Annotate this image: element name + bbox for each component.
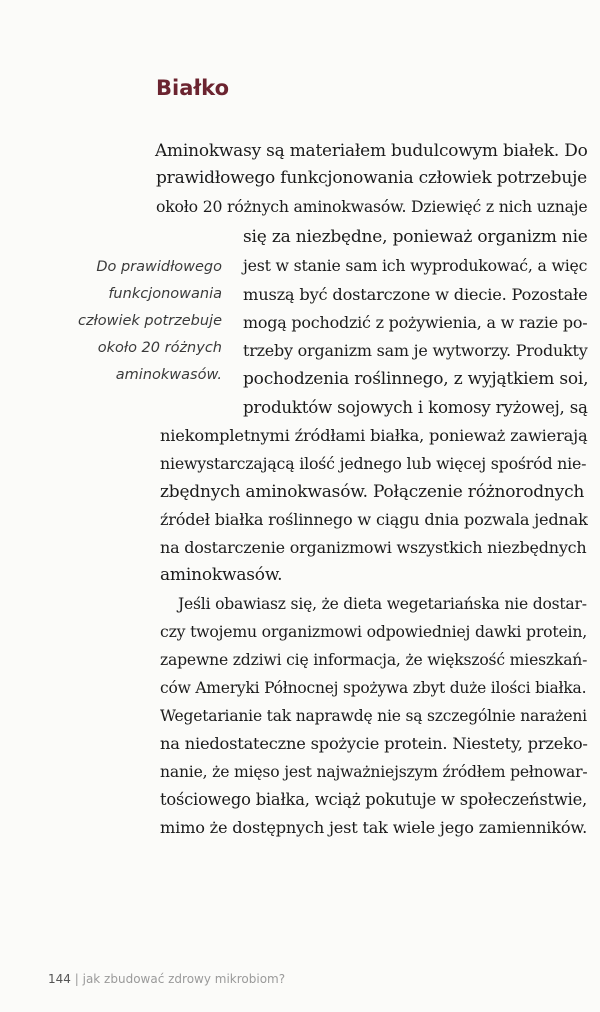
body-line: prawidłowego funkcjonowania człowiek potrzebuje [156,168,588,188]
page-footer [48,972,285,986]
body-line: na dostarczenie organizmowi wszystkich niezbędnych [160,538,587,557]
section-heading: Białko [156,76,229,100]
pull-quote [32,254,222,389]
footer-separator: | [74,972,79,986]
body-line: produktów sojowych i komosy ryżowej, są [243,398,588,417]
body-line: tościowego białka, wciąż pokutuje w społeczeństwie, [160,790,588,809]
body-line: mogą pochodzić z pożywienia, a w razie po- [243,313,588,332]
body-line: aminokwasów. [160,565,283,585]
running-title: jak zbudować zdrowy mikrobiom? [82,972,286,986]
body-line: Aminokwasy są materiałem budulcowym białek. Do [155,140,588,160]
body-line: pochodzenia roślinnego, z wyjątkiem soi, [243,369,589,389]
page-number: 144 [48,972,71,986]
body-line: źródeł białka roślinnego w ciągu dnia pozwala jednak [160,510,588,529]
body-line: niewystarczającą ilość jednego lub więcej spośród nie- [160,454,587,473]
body-line: zapewne zdziwi cię informacja, że większość mieszkań- [160,651,588,669]
body-line: niekompletnymi źródłami białka, ponieważ zawierają [160,426,588,445]
body-line: około 20 różnych aminokwasów. Dziewięć z nich uznaje [156,197,588,216]
body-line: ców Ameryki Północnej spożywa zbyt duże ilości białka. [160,679,587,697]
body-line: muszą być dostarczone w diecie. Pozostałe [243,285,588,304]
body-line: czy twojemu organizmowi odpowiedniej dawki protein, [160,622,588,641]
pull-quote-line: funkcjonowania [108,286,222,302]
pull-quote-line: człowiek potrzebuje [77,313,222,329]
pull-quote-line: Do prawidłowego [96,259,222,275]
body-line: na niedostateczne spożycie protein. Niestety, przeko- [160,734,588,753]
body-line: Wegetarianie tak naprawdę nie są szczególnie narażeni [160,707,587,725]
body-line: mimo że dostępnych jest tak wiele jego zamienników. [160,818,588,837]
body-line: trzeby organizm sam je wytworzy. Produkty [243,341,588,360]
body-line: zbędnych aminokwasów. Połączenie różnorodnych [160,482,585,502]
body-line: jest w stanie sam ich wyprodukować, a więc [243,256,588,275]
pull-quote-line: około 20 różnych [97,340,222,356]
body-line: się za niezbędne, ponieważ organizm nie [243,227,588,247]
body-line: Jeśli obawiasz się, że dieta wegetariańska nie dostar- [178,595,587,613]
pull-quote-line: aminokwasów. [115,367,222,383]
body-line: nanie, że mięso jest najważniejszym źródłem pełnowar- [160,763,588,781]
